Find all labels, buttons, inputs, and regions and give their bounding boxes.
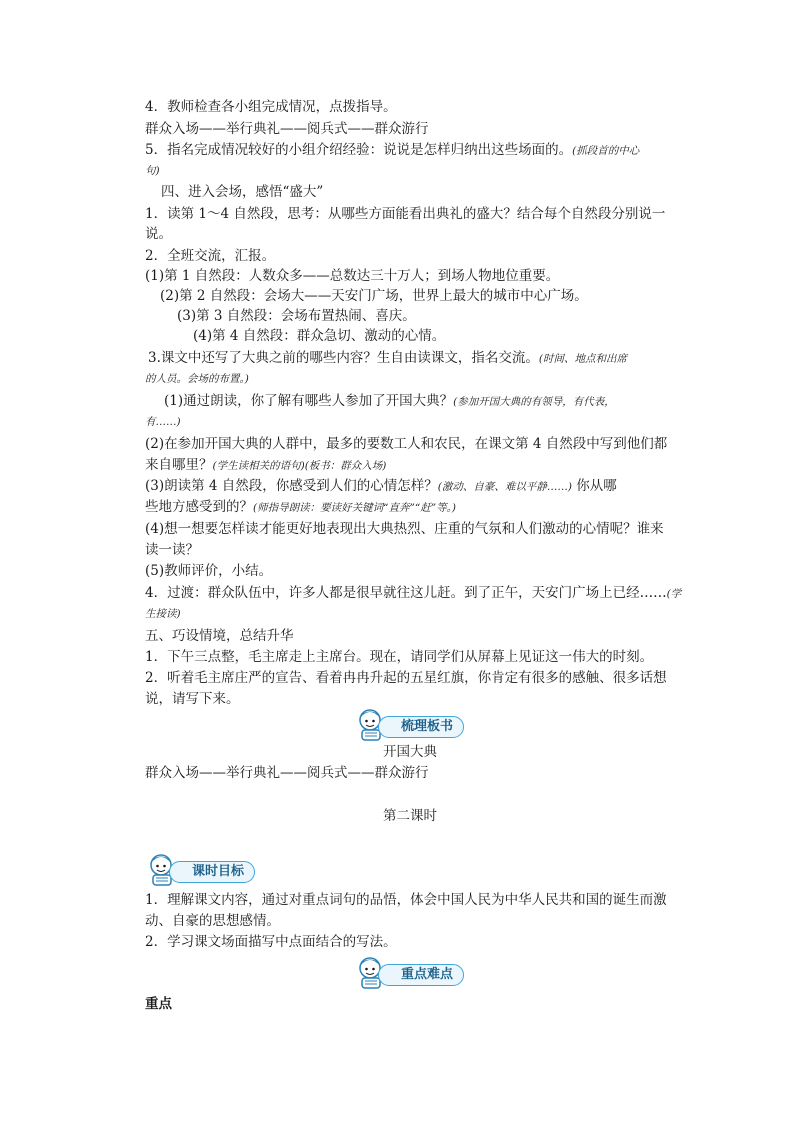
- badge-goals-label: 课时目标: [169, 861, 255, 883]
- step-5-line: 5．指名完成情况较好的小组介绍经验：说说是怎样归纳出这些场面的。(抓段首的中心: [145, 142, 640, 158]
- para-line: (4)第 4 自然段：群众急切、激动的心情。: [193, 328, 446, 344]
- para-line: 1．读第 1～4 自然段，思考：从哪些方面能看出典礼的盛大？结合每个自然段分别说一: [145, 206, 666, 222]
- para-line: 说，请写下来。: [145, 691, 240, 707]
- key-label: 重点: [145, 996, 172, 1012]
- goal-line: 1．理解课文内容，通过对重点词句的品悟，体会中国人民为中华人民共和国的诞生而激: [145, 892, 667, 908]
- para-line: (4)想一想要怎样读才能更好地表现出大典热烈、庄重的气氛和人们激动的心情呢？谁来: [145, 521, 664, 537]
- step-4-line: 4．教师检查各小组完成情况，点拨指导。: [145, 99, 397, 115]
- para-line: 说。: [145, 226, 172, 242]
- note-line: 的人员。会场的布置。): [145, 373, 249, 385]
- para-line: 来自哪里？(学生读相关的语句)(板书：群众入场): [145, 457, 387, 473]
- para-line: 3.课文中还写了大典之前的哪些内容？生自由读课文，指名交流。(时间、地点和出席: [148, 350, 627, 366]
- para-line: (3)第 3 自然段：会场布置热闹、喜庆。: [177, 308, 416, 324]
- para-line: (1)通过朗读，你了解有哪些人参加了开国大典？(参加开国大典的有领导，有代表，: [164, 393, 615, 409]
- board-title: 开国大典: [383, 744, 437, 760]
- para-line: 些地方感受到的？(师指导朗读：要读好关键词“直奔”“赶”等。): [145, 499, 456, 515]
- badge-board-label: 梳理板书: [378, 716, 464, 738]
- badge-difficulty: [356, 960, 466, 986]
- note-line: 生接读): [145, 608, 181, 620]
- para-line: (5)教师评价，小结。: [145, 563, 273, 579]
- badge-goals: [147, 857, 257, 883]
- para-line: 1．下午三点整，毛主席走上主席台。现在，请同学们从屏幕上见证这一伟大的时刻。: [145, 649, 654, 665]
- para-line: (3)朗读第 4 自然段，你感受到人们的心情怎样？(激动、自豪、难以平静……) 你从哪: [145, 478, 617, 494]
- section-4-heading: 四、进入会场，感悟“盛大”: [161, 184, 324, 200]
- section-5-heading: 五、巧设情境，总结升华: [145, 628, 294, 644]
- badge-board: [356, 712, 466, 738]
- board-flow: 群众入场——举行典礼——阅兵式——群众游行: [145, 765, 429, 781]
- goal-line: 动、自豪的思想感情。: [145, 913, 280, 929]
- lesson-title: 第二课时: [383, 808, 437, 824]
- para-line: (2)第 2 自然段：会场大——天安门广场，世界上最大的城市中心广场。: [160, 288, 588, 304]
- goal-line: 2．学习课文场面描写中点面结合的写法。: [145, 934, 397, 950]
- note-line: 句): [145, 165, 160, 177]
- badge-difficulty-label: 重点难点: [378, 964, 464, 986]
- para-line: (2)在参加开国大典的人群中，最多的要数工人和农民，在课文第 4 自然段中写到他们都: [145, 436, 668, 452]
- para-line: 读一读？: [145, 542, 199, 558]
- para-line: (1)第 1 自然段：人数众多——总数达三十万人；到场人物地位重要。: [145, 268, 560, 284]
- para-line: 4．过渡：群众队伍中，许多人都是很早就往这儿赶。到了正午，天安门广场上已经……(学: [145, 585, 682, 601]
- para-line: 2．听着毛主席庄严的宣告、看着冉冉升起的五星红旗，你肯定有很多的感触、很多话想: [145, 670, 667, 686]
- flow-line: 群众入场——举行典礼——阅兵式——群众游行: [145, 121, 429, 137]
- note-line: 有……): [145, 416, 181, 428]
- para-line: 2．全班交流，汇报。: [145, 248, 276, 264]
